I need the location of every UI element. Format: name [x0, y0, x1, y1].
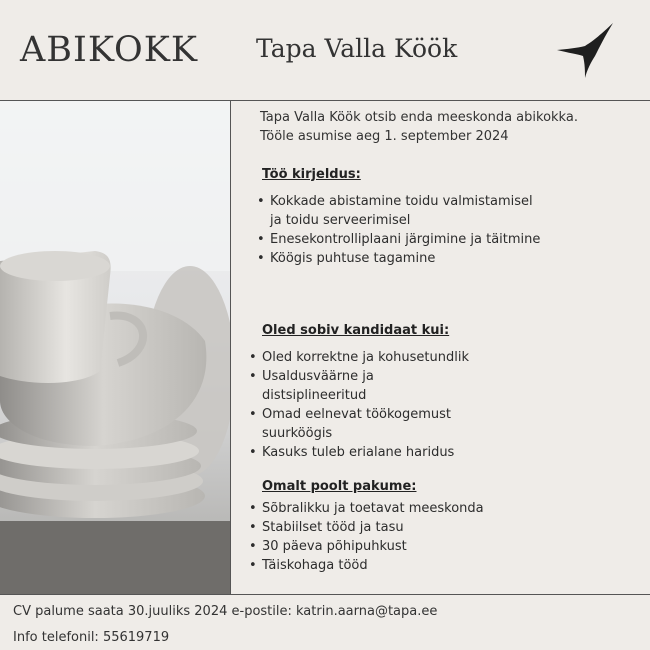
list-item: • Usaldusväärne ja distsiplineeritud: [248, 367, 412, 405]
footer-phone-text: Info telefonil: 55619719: [13, 630, 170, 645]
intro-line-2: Tööle asumise aeg 1. september 2024: [260, 129, 509, 144]
job-description-list: [256, 192, 541, 268]
list-item: • 30 päeva põhipuhkust: [248, 537, 538, 556]
footer-cv-text: CV palume saata 30.juuliks 2024 e-postile: katrin.aarna@tapa.ee: [13, 604, 438, 619]
list-item: • Omad eelnevat töökogemust suurköögis: [248, 405, 497, 443]
bottom-divider: [0, 594, 650, 595]
intro-text: [260, 108, 640, 146]
list-item: • Kokkade abistamine toidu valmistamisel ja toidu serveerimisel: [256, 192, 541, 230]
header: [0, 0, 650, 100]
vertical-divider: [230, 100, 231, 594]
company-name: Tapa Valla Köök: [256, 34, 458, 63]
offer-title: Omalt poolt pakume:: [262, 479, 417, 494]
list-item: • Kasuks tuleb erialane haridus: [248, 443, 528, 462]
list-item: • Stabiilset tööd ja tasu: [248, 518, 538, 537]
candidate-list: [248, 348, 528, 462]
list-item: • Sõbralikku ja toetavat meeskonda: [248, 499, 538, 518]
job-description-title: Töö kirjeldus:: [262, 167, 361, 182]
candidate-title: Oled sobiv kandidaat kui:: [262, 323, 450, 338]
offer-list: [248, 499, 538, 575]
star-icon: [555, 20, 615, 80]
list-item: • Enesekontrolliplaani järgimine ja täitmine: [256, 230, 541, 249]
job-title: ABIKOKK: [20, 30, 199, 70]
list-item: • Oled korrektne ja kohusetundlik: [248, 348, 528, 367]
list-item: • Täiskohaga tööd: [248, 556, 538, 575]
dishes-photo: [0, 101, 230, 594]
list-item: • Köögis puhtuse tagamine: [256, 249, 541, 268]
intro-line-1: Tapa Valla Köök otsib enda meeskonda abikokka.: [260, 110, 578, 125]
